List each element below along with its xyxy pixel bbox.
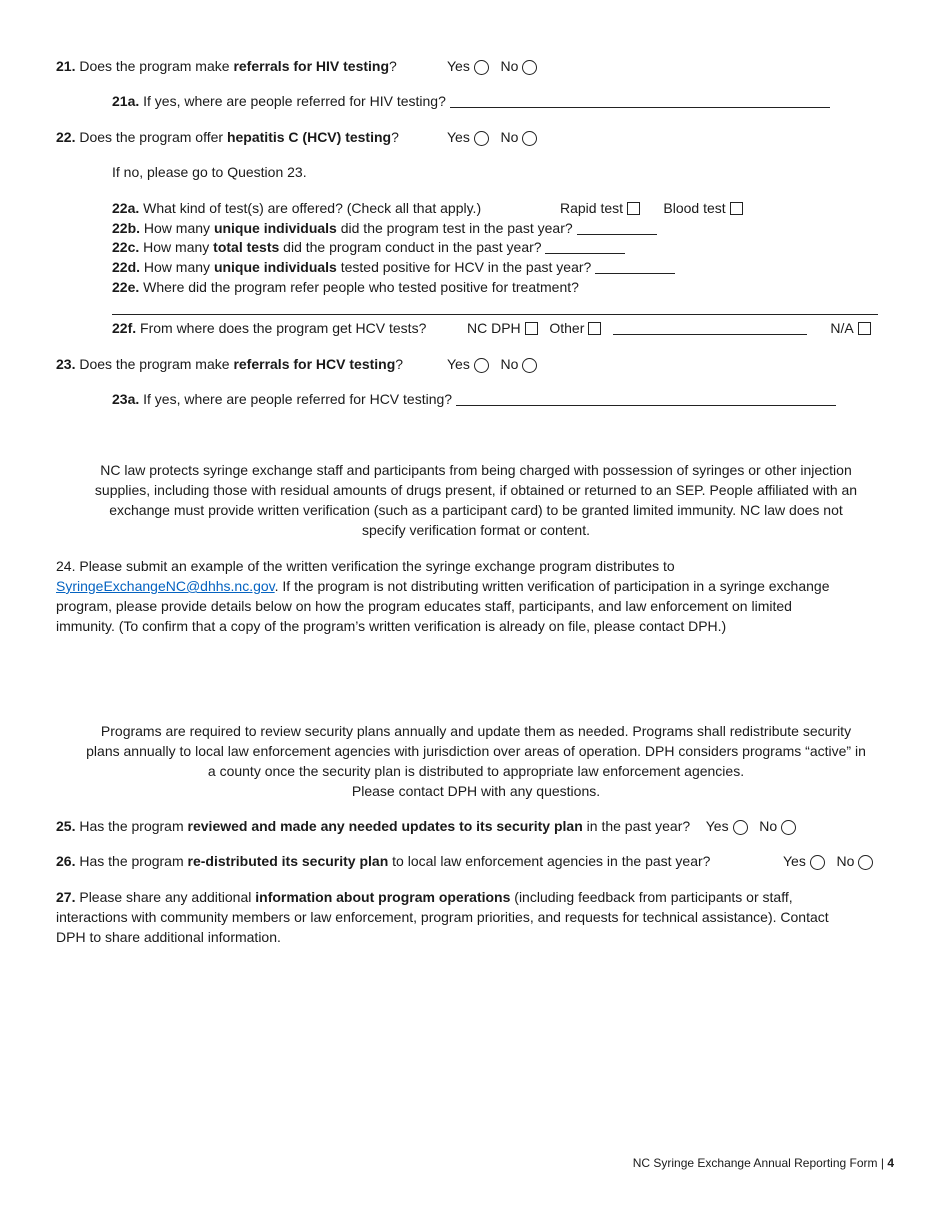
- nc-dph-checkbox[interactable]: [525, 322, 538, 335]
- q22b-answer-field[interactable]: [577, 221, 657, 235]
- q22-options: Yes No: [447, 128, 537, 146]
- question-25: 25. Has the program reviewed and made any needed updates to its security plan in the past year? Yes No: [56, 817, 796, 835]
- other-source-field[interactable]: [613, 321, 807, 335]
- question-22e: 22e. Where did the program refer people who tested positive for treatment?: [112, 279, 579, 295]
- q21-no-radio[interactable]: [522, 60, 537, 75]
- q22-skip-note: If no, please go to Question 23.: [112, 164, 307, 180]
- question-23a: 23a. If yes, where are people referred for HCV testing?: [112, 390, 836, 408]
- question-24: 24. Please submit an example of the written verification the syringe exchange program distributes to SyringeExchangeNC@dhhs.nc.gov. If the program is not distributing written verification of participation in a syringe exchange program, please provide details below on how the program educates staff, participants, and law enforcement on limited immunity. (To confirm that a copy of the program’s written verification is already on file, please contact DPH.): [56, 558, 830, 634]
- q23-yes-radio[interactable]: [474, 358, 489, 373]
- q22e-answer-field[interactable]: [112, 314, 878, 315]
- q22a-options: Rapid test Blood test: [560, 199, 743, 217]
- q26-no-radio[interactable]: [858, 855, 873, 870]
- question-22d: 22d. How many unique individuals tested positive for HCV in the past year?: [112, 258, 675, 276]
- q25-yes-radio[interactable]: [733, 820, 748, 835]
- q22f-options: NC DPH Other N/A: [467, 319, 871, 337]
- security-notice: Programs are required to review security plans annually and update them as needed. Programs shall redistribute security plans annually to local law enforcement agencies with jurisdiction over areas of operation. DPH considers programs “active” in a county once the security plan is distributed to appropriate law enforcement agencies. Please contact DPH with any questions.: [86, 723, 866, 799]
- page-footer: NC Syringe Exchange Annual Reporting Form | 4: [632, 1156, 894, 1170]
- q25-no-radio[interactable]: [781, 820, 796, 835]
- other-checkbox[interactable]: [588, 322, 601, 335]
- q21-options: Yes No: [447, 57, 537, 75]
- rapid-test-checkbox[interactable]: [627, 202, 640, 215]
- question-22c: 22c. How many total tests did the program conduct in the past year?: [112, 238, 625, 256]
- law-notice: NC law protects syringe exchange staff and participants from being charged with possession of syringes or other injection supplies, including those with residual amounts of drugs present, if obtained or returned to an SEP. People affiliated with an exchange must provide written verification (such as a participant card) to be granted limited immunity. NC law does not specify verification format or content.: [94, 462, 858, 538]
- email-link[interactable]: SyringeExchangeNC@dhhs.nc.gov: [56, 578, 275, 594]
- q22d-answer-field[interactable]: [595, 260, 675, 274]
- q23-options: Yes No: [447, 355, 537, 373]
- q22c-answer-field[interactable]: [545, 240, 625, 254]
- question-22f: 22f. From where does the program get HCV tests?: [112, 320, 427, 336]
- q21a-answer-field[interactable]: [450, 94, 830, 108]
- question-27: 27. Please share any additional information about program operations (including feedback from participants or staff, interactions with community members or law enforcement, program priorities, and requests for technical assistance). Contact DPH to share additional information.: [56, 889, 829, 945]
- question-22a: 22a. What kind of test(s) are offered? (Check all that apply.): [112, 200, 482, 216]
- q26-options: Yes No: [783, 852, 873, 870]
- question-22b: 22b. How many unique individuals did the program test in the past year?: [112, 219, 657, 237]
- q22-no-radio[interactable]: [522, 131, 537, 146]
- question-21a: 21a. If yes, where are people referred for HIV testing?: [112, 92, 830, 110]
- question-26: 26. Has the program re-distributed its security plan to local law enforcement agencies in the past year?: [56, 853, 711, 869]
- q23a-answer-field[interactable]: [456, 392, 836, 406]
- q21-yes-radio[interactable]: [474, 60, 489, 75]
- question-23: 23. Does the program make referrals for HCV testing?: [56, 356, 404, 372]
- na-checkbox[interactable]: [858, 322, 871, 335]
- question-21: 21. Does the program make referrals for HIV testing?: [56, 58, 397, 74]
- page-number: 4: [887, 1156, 894, 1170]
- q22-yes-radio[interactable]: [474, 131, 489, 146]
- question-22: 22. Does the program offer hepatitis C (HCV) testing?: [56, 129, 399, 145]
- q26-yes-radio[interactable]: [810, 855, 825, 870]
- q23-no-radio[interactable]: [522, 358, 537, 373]
- blood-test-checkbox[interactable]: [730, 202, 743, 215]
